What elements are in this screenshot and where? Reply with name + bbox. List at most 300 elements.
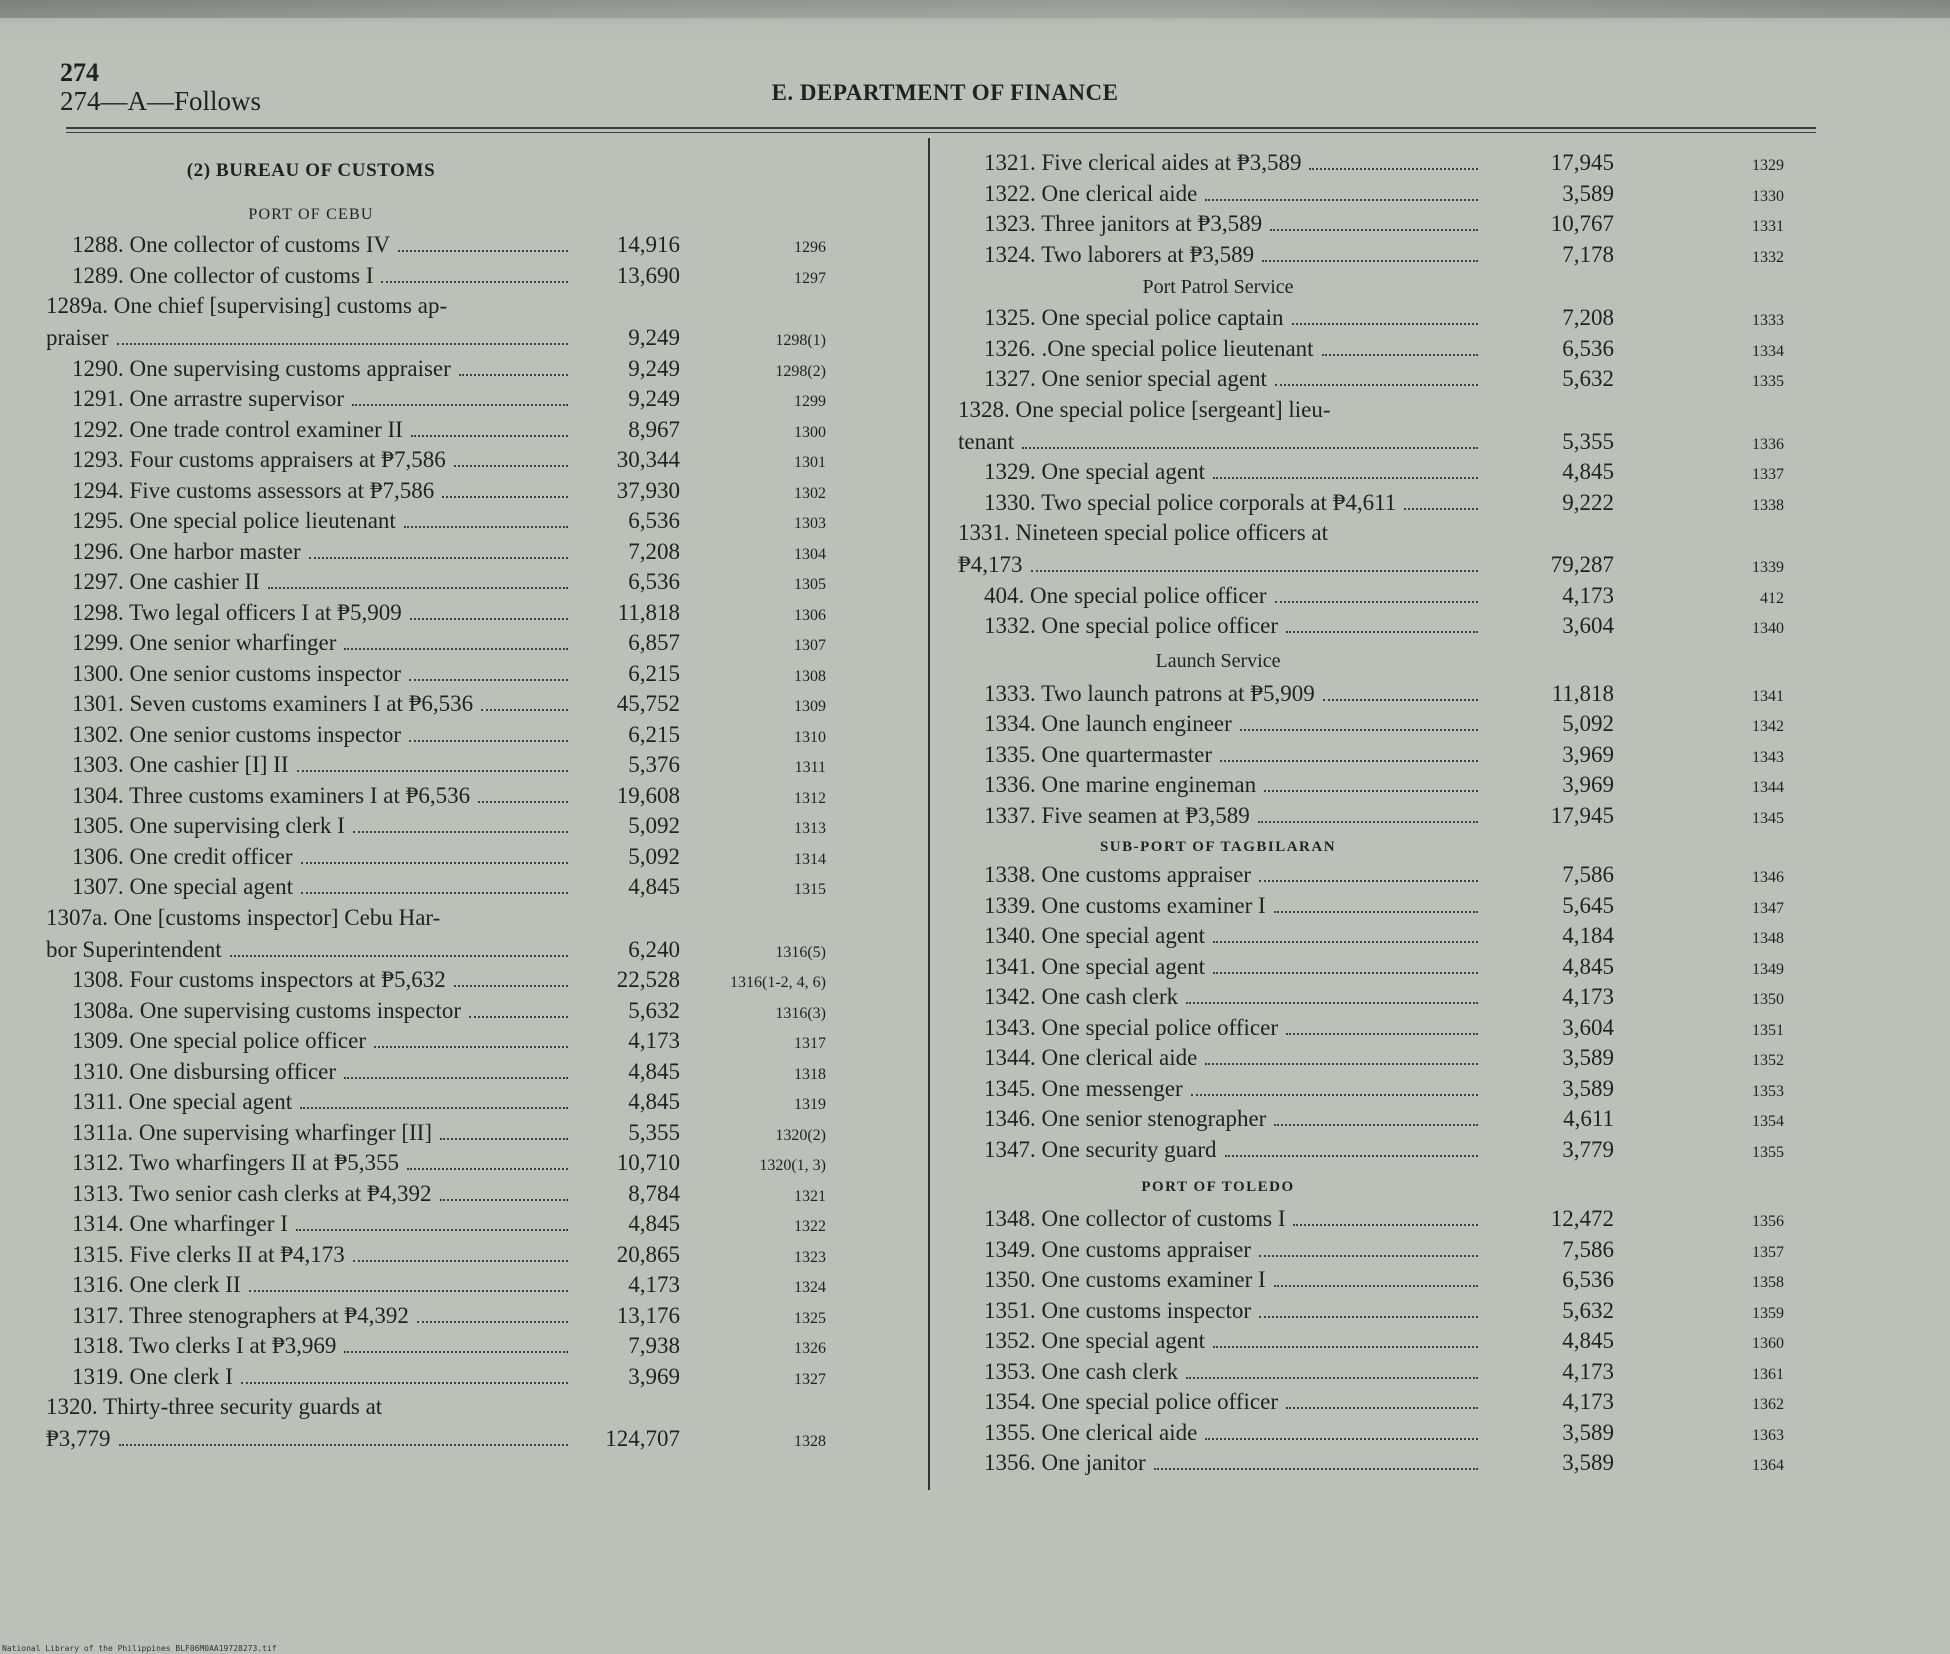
tagbilaran-heading: SUB-PORT OF TAGBILARAN xyxy=(1099,839,1337,855)
entry-description xyxy=(958,1045,1478,1071)
dot-leader xyxy=(409,740,568,742)
entry-text: 1326. .One special police lieutenant xyxy=(984,335,1314,361)
entry-reference: 1342 xyxy=(1752,718,1784,735)
entry-amount: 4,173 xyxy=(1562,582,1614,608)
entry-row xyxy=(46,1364,916,1395)
entry-reference: 1307 xyxy=(794,637,826,654)
entry-text: 1310. One disbursing officer xyxy=(72,1058,337,1084)
entry-text: 1304. Three customs examiners I at ₱6,536 xyxy=(72,782,471,808)
entry-reference: 1328 xyxy=(794,1433,826,1450)
entry-reference: 1310 xyxy=(794,728,826,746)
entry-description xyxy=(958,1137,1478,1163)
entry-row xyxy=(958,181,1828,212)
entry-text: 1324. Two laborers at ₱3,589 xyxy=(984,241,1255,267)
entry-amount: 7,208 xyxy=(628,538,680,564)
entry-description xyxy=(46,386,568,412)
entry-text: 1292. One trade control examiner II xyxy=(72,416,403,442)
entry-row xyxy=(958,1267,1828,1298)
entry-text: 1311. One special agent xyxy=(72,1089,293,1114)
entry-description xyxy=(46,661,568,687)
entry-reference: 1359 xyxy=(1752,1304,1784,1322)
entry-amount: 6,215 xyxy=(628,660,680,686)
entry-amount: 30,344 xyxy=(616,447,680,472)
entry-amount: 4,173 xyxy=(628,1028,680,1053)
entry-text: 1345. One messenger xyxy=(984,1075,1183,1101)
entry-amount: 3,969 xyxy=(1562,772,1614,797)
entry-reference: 1340 xyxy=(1752,620,1784,637)
entry-row xyxy=(958,150,1828,181)
entry-description xyxy=(46,1120,568,1146)
entry-row xyxy=(46,752,916,783)
entry-amount: 4,845 xyxy=(628,1089,680,1114)
entry-row xyxy=(46,447,916,478)
entry-amount: 4,611 xyxy=(1563,1106,1614,1131)
entry-text: 1290. One supervising customs appraiser xyxy=(72,355,451,381)
entry-text: 1316. One clerk II xyxy=(72,1272,241,1297)
entry-reference: 1346 xyxy=(1752,869,1784,886)
entry-row xyxy=(46,1333,916,1364)
dot-leader xyxy=(1022,447,1478,449)
entry-amount: 17,945 xyxy=(1550,802,1614,828)
entry-reference: 1323 xyxy=(794,1248,826,1266)
entry-amount: 6,857 xyxy=(628,630,680,655)
dot-leader xyxy=(309,557,568,559)
entry-amount: 7,586 xyxy=(1562,862,1614,887)
launch-list xyxy=(958,681,1828,834)
entry-row xyxy=(958,1076,1828,1107)
entry-amount: 13,690 xyxy=(616,262,680,288)
entry-text: 1308. Four customs inspectors at ₱5,632 xyxy=(72,967,446,992)
entry-amount: 6,536 xyxy=(1562,1267,1614,1292)
entry-row xyxy=(46,661,916,692)
entry-text: 1296. One harbor master xyxy=(72,538,301,564)
dot-leader xyxy=(1213,477,1478,479)
entry-reference: 1309 xyxy=(794,698,826,715)
entry-description xyxy=(46,783,568,809)
entry-row xyxy=(46,1120,916,1151)
entry-amount: 5,092 xyxy=(628,813,680,838)
entry-row xyxy=(46,813,916,844)
entry-text: 1342. One cash clerk xyxy=(984,984,1179,1009)
entry-description xyxy=(46,998,568,1024)
dot-leader xyxy=(1191,1094,1478,1096)
dot-leader xyxy=(454,985,568,987)
entry-description xyxy=(958,862,1478,888)
entry-text: 1301. Seven customs examiners I at ₱6,536 xyxy=(72,691,474,716)
entry-text: 1314. One wharfinger I xyxy=(72,1211,288,1236)
entry-description xyxy=(958,1420,1478,1446)
entry-text: 1352. One special agent xyxy=(984,1328,1205,1353)
entry-text: 1332. One special police officer xyxy=(984,613,1278,638)
dot-leader xyxy=(1031,570,1478,572)
entry-reference: 1316(1-2, 4, 6) xyxy=(730,974,826,991)
right-top-list xyxy=(958,150,1828,272)
entry-amount: 4,184 xyxy=(1562,923,1614,948)
entry-description xyxy=(46,325,568,351)
entry-description xyxy=(46,691,568,717)
entry-reference: 1316(5) xyxy=(775,943,826,961)
entry-row xyxy=(958,1206,1828,1237)
entry-row xyxy=(46,325,916,356)
entry-text: 1312. Two wharfingers II at ₱5,355 xyxy=(72,1150,399,1175)
entry-text: 1298. Two legal officers I at ₱5,909 xyxy=(72,599,402,625)
entry-description xyxy=(958,211,1478,237)
dot-leader xyxy=(1258,821,1478,823)
entry-reference: 1312 xyxy=(794,789,826,807)
dot-leader xyxy=(1274,1285,1478,1287)
entry-amount: 8,967 xyxy=(628,416,680,442)
entry-text: 1348. One collector of customs I xyxy=(984,1206,1286,1231)
entry-text: 1334. One launch engineer xyxy=(984,711,1232,736)
dot-leader xyxy=(440,1199,568,1201)
entry-reference: 1341 xyxy=(1752,687,1784,705)
dot-leader xyxy=(1270,229,1478,231)
entry-description xyxy=(958,803,1478,829)
entry-row xyxy=(46,232,916,263)
entry-amount: 4,845 xyxy=(628,1058,680,1084)
entry-text: ₱3,779 xyxy=(46,1426,111,1451)
dot-leader xyxy=(344,1351,568,1353)
dot-leader xyxy=(398,250,568,252)
entry-description xyxy=(46,447,568,473)
entry-description xyxy=(46,1242,568,1268)
entry-description xyxy=(958,1450,1478,1476)
entry-text: 1313. Two senior cash clerks at ₱4,392 xyxy=(72,1180,432,1206)
dot-leader xyxy=(230,955,568,957)
entry-amount: 5,632 xyxy=(1562,366,1614,391)
entry-amount: 5,645 xyxy=(1562,892,1614,918)
entry-description xyxy=(958,1237,1478,1263)
tagbilaran-list xyxy=(958,862,1828,1167)
entry-amount: 3,969 xyxy=(628,1363,680,1389)
entry-text: 1323. Three janitors at ₱3,589 xyxy=(984,211,1263,236)
entry-row xyxy=(958,1420,1828,1451)
entry-description xyxy=(958,1328,1478,1354)
entry-reference: 1320(2) xyxy=(775,1126,826,1144)
entry-description xyxy=(958,1015,1478,1041)
entry-text: 404. One special police officer xyxy=(984,582,1267,608)
entry-row xyxy=(46,600,916,631)
entry-description xyxy=(958,1076,1478,1102)
entry-description xyxy=(958,305,1478,331)
dot-leader xyxy=(1309,168,1478,170)
entry-reference: 1314 xyxy=(794,850,826,868)
entry-row xyxy=(46,386,916,417)
entry-description xyxy=(46,569,568,595)
dot-leader xyxy=(1274,911,1478,913)
entry-row xyxy=(958,429,1828,460)
entry-amount: 6,215 xyxy=(628,721,680,747)
dot-leader xyxy=(301,862,568,864)
entry-description xyxy=(958,583,1478,609)
dot-leader xyxy=(409,679,568,681)
scan-footer: National Library of the Philippines BLF06M0AA19728273.tif xyxy=(2,1644,277,1653)
entry-amount: 4,173 xyxy=(1562,984,1614,1009)
entry-description xyxy=(46,600,568,626)
entry-amount: 3,589 xyxy=(1562,1419,1614,1445)
dot-leader xyxy=(1286,1407,1478,1409)
dot-leader xyxy=(268,587,568,589)
entry-amount: 4,845 xyxy=(1562,953,1614,979)
entry-row xyxy=(958,1015,1828,1046)
entry-reference: 1299 xyxy=(794,393,826,410)
entry-text: tenant xyxy=(958,428,1015,454)
entry-row xyxy=(958,742,1828,773)
entry-text: 1335. One quartermaster xyxy=(984,741,1213,767)
entry-text: 1293. Four customs appraisers at ₱7,586 xyxy=(72,447,446,472)
entry-text: bor Superintendent xyxy=(46,936,222,962)
entry-reference: 1348 xyxy=(1752,930,1784,947)
entry-row xyxy=(46,569,916,600)
entry-amount: 19,608 xyxy=(616,782,680,808)
entry-reference: 1338 xyxy=(1752,496,1784,514)
page-number: 274 xyxy=(60,58,99,87)
entry-description xyxy=(958,1206,1478,1232)
entry-reference: 1298(1) xyxy=(775,332,826,349)
entry-text: 1351. One customs inspector xyxy=(984,1297,1252,1323)
entry-reference: 1334 xyxy=(1752,342,1784,360)
dot-leader xyxy=(1404,508,1478,510)
dot-leader xyxy=(352,404,568,406)
entry-row xyxy=(958,1328,1828,1359)
dot-leader xyxy=(1259,1255,1478,1257)
dot-leader xyxy=(1213,941,1478,943)
entry-text: 1317. Three stenographers at ₱4,392 xyxy=(72,1302,409,1328)
dot-leader xyxy=(1186,1002,1478,1004)
entry-amount: 9,222 xyxy=(1562,489,1614,515)
entry-amount: 5,632 xyxy=(1562,1297,1614,1323)
entry-amount: 3,969 xyxy=(1562,741,1614,767)
dot-leader xyxy=(454,465,568,467)
entry-text: 1318. Two clerks I at ₱3,969 xyxy=(72,1333,337,1358)
entry-description xyxy=(46,478,568,504)
entry-text: 1327. One senior special agent xyxy=(984,366,1267,391)
dot-leader xyxy=(1259,880,1478,882)
entry-description xyxy=(46,232,568,258)
entry-row xyxy=(46,844,916,875)
entry-row xyxy=(958,862,1828,893)
entry-description xyxy=(46,874,568,900)
entry-reference: 1363 xyxy=(1752,1426,1784,1444)
dot-leader xyxy=(381,281,568,283)
entry-reference: 1297 xyxy=(794,269,826,287)
dot-leader xyxy=(1213,972,1478,974)
entry-description xyxy=(958,1106,1478,1132)
entry-row xyxy=(46,417,916,448)
entry-text: 1343. One special police officer xyxy=(984,1014,1278,1040)
entry-row xyxy=(958,1045,1828,1076)
entry-amount: 7,586 xyxy=(1562,1236,1614,1262)
entry-reference: 1354 xyxy=(1752,1113,1784,1130)
entry-row xyxy=(46,1272,916,1303)
entry-reference: 1358 xyxy=(1752,1274,1784,1291)
entry-amount: 4,173 xyxy=(1562,1389,1614,1414)
entry-amount: 6,240 xyxy=(628,936,680,962)
entry-amount: 6,536 xyxy=(628,569,680,594)
entry-reference: 1364 xyxy=(1752,1457,1784,1474)
entry-text: 1305. One supervising clerk I xyxy=(72,813,345,838)
entry-reference: 1356 xyxy=(1752,1213,1784,1230)
entry-row xyxy=(46,1059,916,1090)
entry-row xyxy=(46,691,916,722)
dot-leader xyxy=(469,1016,568,1018)
entry-reference: 1335 xyxy=(1752,373,1784,390)
entry-description xyxy=(46,539,568,565)
entry-reference: 1317 xyxy=(794,1035,826,1052)
page-edge-shadow xyxy=(0,0,1950,18)
entry-reference: 1327 xyxy=(794,1370,826,1388)
entry-reference: 1298(2) xyxy=(775,362,826,380)
entry-reference: 1302 xyxy=(794,484,826,502)
entry-text: 1295. One special police lieutenant xyxy=(72,508,396,533)
dot-leader xyxy=(1262,260,1478,262)
dot-leader xyxy=(411,435,568,437)
entry-text: 1347. One security guard xyxy=(984,1136,1217,1162)
entry-text: 1353. One cash clerk xyxy=(984,1358,1179,1384)
entry-reference: 1350 xyxy=(1752,991,1784,1008)
entry-reference: 1355 xyxy=(1752,1143,1784,1161)
dot-leader xyxy=(481,709,568,711)
entry-description xyxy=(958,613,1478,639)
entry-row xyxy=(958,613,1828,644)
entry-text: 1337. Five seamen at ₱3,589 xyxy=(984,802,1250,828)
entry-row xyxy=(958,893,1828,924)
entry-row xyxy=(46,874,916,905)
entry-wrap-line: 1328. One special police [sergeant] lieu- xyxy=(958,396,1331,422)
department-title: E. DEPARTMENT OF FINANCE xyxy=(771,80,1119,105)
entry-row xyxy=(958,954,1828,985)
entry-description xyxy=(46,1211,568,1237)
entry-reference: 1313 xyxy=(794,820,826,837)
toledo-list xyxy=(958,1206,1828,1481)
entry-amount: 3,589 xyxy=(1562,1045,1614,1070)
entry-row xyxy=(958,1389,1828,1420)
entry-reference: 1321 xyxy=(794,1187,826,1205)
entry-reference: 1318 xyxy=(794,1065,826,1083)
entry-description xyxy=(958,742,1478,768)
dot-leader xyxy=(297,770,569,772)
entry-description xyxy=(46,1181,568,1207)
entry-amount: 3,589 xyxy=(1562,180,1614,206)
entry-row xyxy=(958,1237,1828,1268)
entry-description xyxy=(958,181,1478,207)
entry-amount: 9,249 xyxy=(628,355,680,381)
dot-leader xyxy=(1293,1224,1478,1226)
entry-description xyxy=(46,263,568,289)
entry-amount: 10,710 xyxy=(616,1150,680,1175)
entry-amount: 5,355 xyxy=(1562,428,1614,454)
dot-leader xyxy=(374,1046,568,1048)
entry-description xyxy=(958,1298,1478,1324)
entry-description xyxy=(46,1059,568,1085)
entry-text: 1356. One janitor xyxy=(984,1450,1146,1475)
entry-amount: 17,945 xyxy=(1550,150,1614,175)
entry-row xyxy=(46,1242,916,1273)
entry-amount: 3,589 xyxy=(1562,1450,1614,1475)
entry-description xyxy=(46,813,568,839)
dot-leader xyxy=(1323,699,1478,701)
entry-row xyxy=(46,1211,916,1242)
entry-amount: 5,632 xyxy=(628,997,680,1023)
entry-reference: 1333 xyxy=(1752,312,1784,329)
dot-leader xyxy=(353,1260,568,1262)
entry-text: 1354. One special police officer xyxy=(984,1389,1278,1414)
entry-description xyxy=(958,1389,1478,1415)
entry-reference: 1308 xyxy=(794,667,826,685)
entry-reference: 1320(1, 3) xyxy=(759,1157,826,1174)
entry-amount: 3,604 xyxy=(1562,613,1614,638)
entry-description xyxy=(46,508,568,534)
entry-row xyxy=(46,722,916,753)
entry-description xyxy=(46,722,568,748)
entry-reference: 1329 xyxy=(1752,157,1784,174)
entry-reference: 1303 xyxy=(794,515,826,532)
dot-leader xyxy=(459,374,568,376)
entry-amount: 4,173 xyxy=(1562,1358,1614,1384)
entry-row xyxy=(46,630,916,661)
dot-leader xyxy=(1154,1468,1478,1470)
entry-amount: 4,845 xyxy=(1562,1328,1614,1353)
entry-reference: 1325 xyxy=(794,1309,826,1327)
entry-amount: 3,779 xyxy=(1562,1136,1614,1162)
entry-text: 1355. One clerical aide xyxy=(984,1419,1198,1445)
entry-description xyxy=(46,967,568,993)
entry-reference: 1362 xyxy=(1752,1396,1784,1413)
left-column xyxy=(46,150,916,1457)
entry-amount: 4,845 xyxy=(628,1211,680,1236)
entry-row xyxy=(958,305,1828,336)
entry-amount: 5,092 xyxy=(628,843,680,869)
dot-leader xyxy=(1205,1438,1478,1440)
entry-amount: 4,845 xyxy=(628,874,680,899)
entry-row xyxy=(958,1137,1828,1168)
entry-text: 1349. One customs appraiser xyxy=(984,1236,1251,1262)
entry-amount: 13,176 xyxy=(616,1302,680,1328)
entry-text: 1341. One special agent xyxy=(984,953,1205,979)
entry-reference: 1326 xyxy=(794,1340,826,1357)
dot-leader xyxy=(440,1138,568,1140)
column-divider xyxy=(928,138,930,1490)
entry-amount: 9,249 xyxy=(628,325,680,350)
entry-amount: 124,707 xyxy=(605,1426,680,1451)
entry-wrap-line: 1331. Nineteen special police officers at xyxy=(958,520,1328,545)
entry-text: 1299. One senior wharfinger xyxy=(72,630,337,655)
entry-reference: 1322 xyxy=(794,1218,826,1235)
dot-leader xyxy=(1213,1346,1478,1348)
entry-description xyxy=(958,711,1478,737)
entry-reference: 1305 xyxy=(794,576,826,593)
entry-row xyxy=(46,967,916,998)
entry-description xyxy=(46,417,568,443)
entry-row xyxy=(958,984,1828,1015)
dot-leader xyxy=(301,892,568,894)
entry-row xyxy=(958,1298,1828,1329)
entry-row xyxy=(46,1028,916,1059)
entry-row xyxy=(958,1450,1828,1481)
dot-leader xyxy=(1286,631,1478,633)
dot-leader xyxy=(442,496,568,498)
entry-row xyxy=(958,803,1828,834)
dot-leader xyxy=(1322,354,1478,356)
entry-reference: 1339 xyxy=(1752,559,1784,576)
entry-reference: 1330 xyxy=(1752,187,1784,205)
entry-reference: 1316(3) xyxy=(775,1004,826,1022)
dot-leader xyxy=(249,1290,568,1292)
entry-description xyxy=(46,356,568,382)
dot-leader xyxy=(1205,199,1478,201)
patrol-list xyxy=(958,305,1828,644)
entry-description xyxy=(958,954,1478,980)
